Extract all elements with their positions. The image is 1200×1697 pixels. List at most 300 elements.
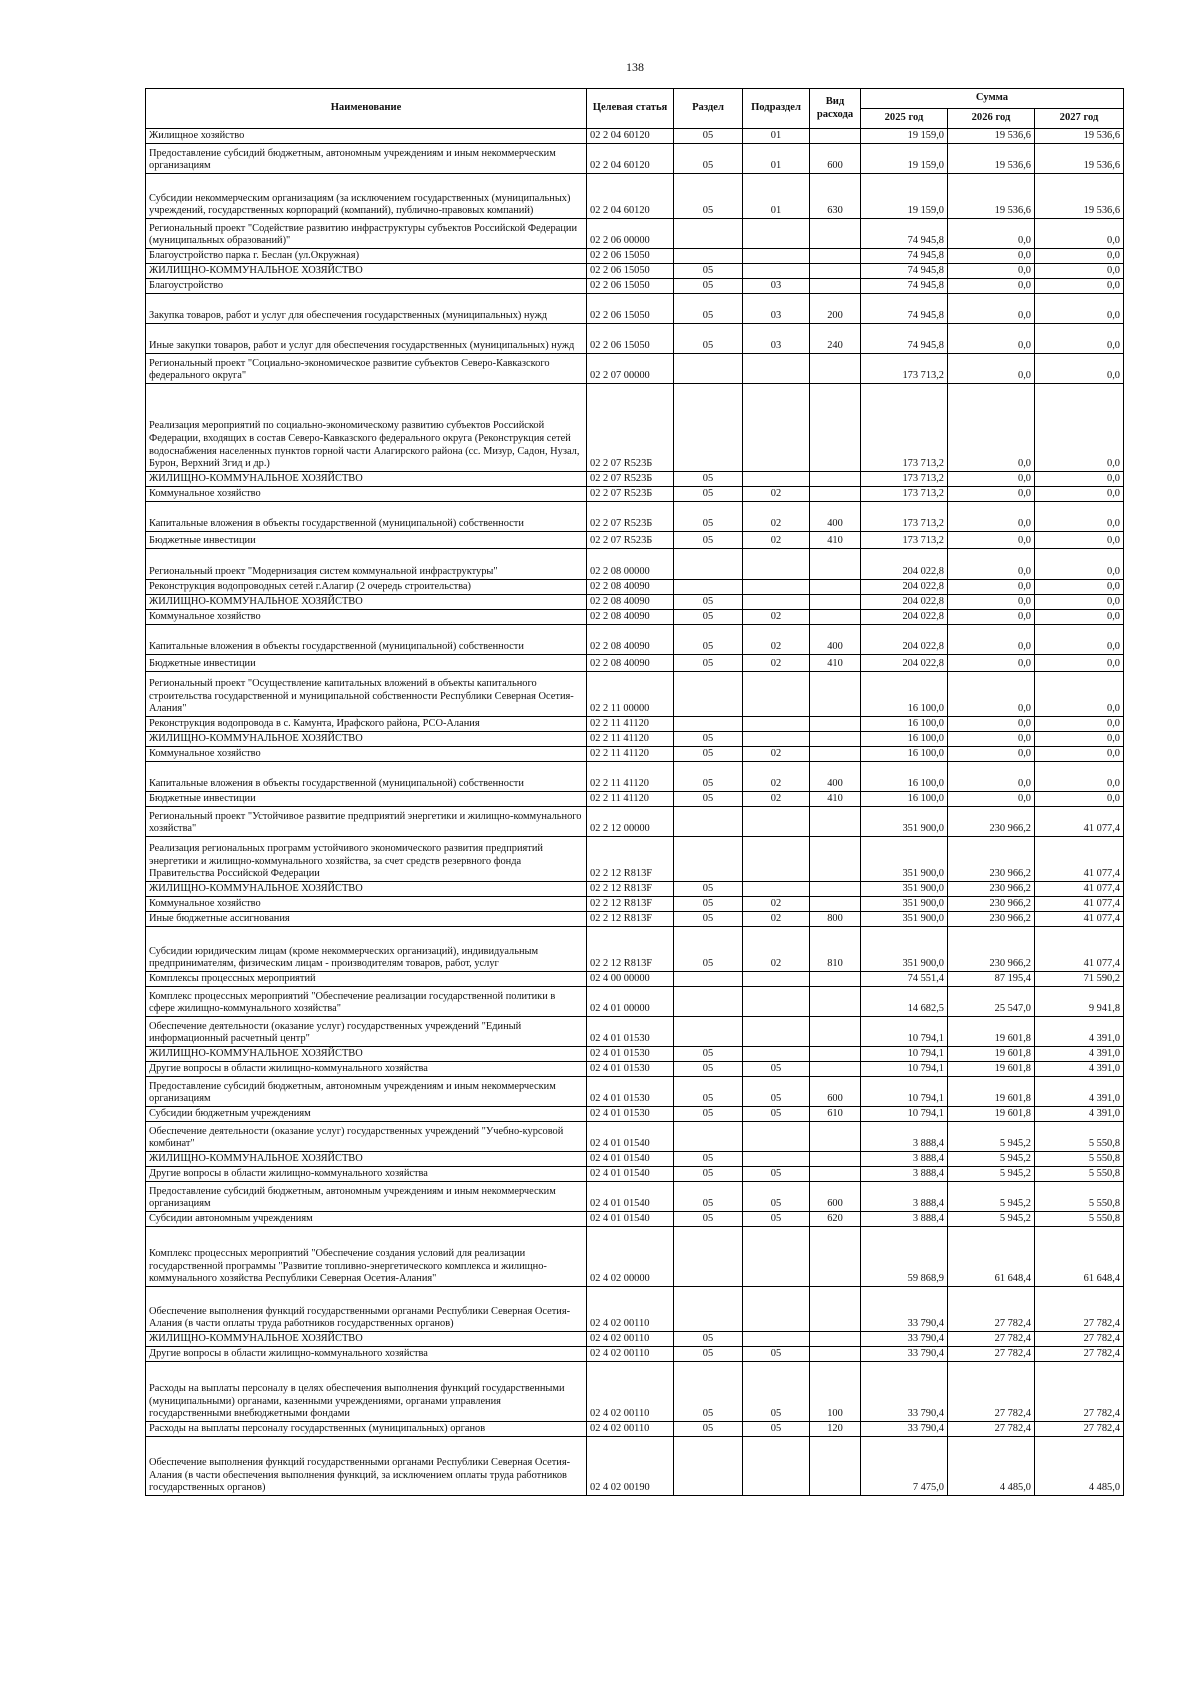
table-row	[146, 595, 1124, 610]
row-target-article: 02 2 07 R523Б	[587, 384, 674, 472]
row-sum-2026: 0,0	[948, 264, 1035, 279]
row-expense-type	[810, 595, 861, 610]
table-row	[146, 174, 1124, 219]
row-section: 05	[674, 625, 743, 655]
table-row	[146, 1287, 1124, 1332]
row-subsection: 05	[743, 1062, 810, 1077]
row-name: Другие вопросы в области жилищно-коммунального хозяйства	[146, 1347, 587, 1362]
row-name: Реализация мероприятий по социально-экономическому развитию субъектов Российской Федерации, входящих в состав Северо-Кавказского федерального округа (Реконструкция сетей водоснабжения населенных пунктов горной части Алагирского района (сс. Мизур, Садон, Нузал, Бурон, Верхний Згид и др.)	[146, 384, 587, 472]
row-subsection	[743, 1437, 810, 1496]
row-sum-2025: 351 900,0	[861, 882, 948, 897]
row-expense-type: 630	[810, 174, 861, 219]
row-expense-type: 100	[810, 1362, 861, 1422]
row-sum-2026: 0,0	[948, 792, 1035, 807]
row-target-article: 02 4 01 01530	[587, 1062, 674, 1077]
row-name: Предоставление субсидий бюджетным, автономным учреждениям и иным некоммерческим организациям	[146, 1077, 587, 1107]
row-section: 05	[674, 792, 743, 807]
row-expense-type	[810, 1227, 861, 1287]
row-sum-2025: 33 790,4	[861, 1362, 948, 1422]
row-sum-2026: 5 945,2	[948, 1122, 1035, 1152]
row-name: ЖИЛИЩНО-КОММУНАЛЬНОЕ ХОЗЯЙСТВО	[146, 732, 587, 747]
row-sum-2026: 0,0	[948, 279, 1035, 294]
row-expense-type: 600	[810, 144, 861, 174]
row-target-article: 02 4 02 00110	[587, 1422, 674, 1437]
row-name: Обеспечение деятельности (оказание услуг) государственных учреждений "Учебно-курсовой комбинат"	[146, 1122, 587, 1152]
row-subsection: 02	[743, 502, 810, 532]
row-sum-2026: 230 966,2	[948, 807, 1035, 837]
row-subsection: 05	[743, 1107, 810, 1122]
table-row	[146, 472, 1124, 487]
row-section	[674, 249, 743, 264]
row-section: 05	[674, 595, 743, 610]
table-row	[146, 1347, 1124, 1362]
row-name: Обеспечение выполнения функций государственными органами Республики Северная Осетия-Алания (в части оплаты труда работников государственных органов)	[146, 1287, 587, 1332]
row-sum-2026: 19 536,6	[948, 174, 1035, 219]
row-name: Коммунальное хозяйство	[146, 610, 587, 625]
row-subsection: 02	[743, 487, 810, 502]
row-expense-type	[810, 1332, 861, 1347]
row-name: ЖИЛИЩНО-КОММУНАЛЬНОЕ ХОЗЯЙСТВО	[146, 1152, 587, 1167]
row-sum-2027: 0,0	[1035, 472, 1124, 487]
row-expense-type: 610	[810, 1107, 861, 1122]
table-row	[146, 502, 1124, 532]
row-sum-2027: 0,0	[1035, 294, 1124, 324]
row-sum-2025: 173 713,2	[861, 502, 948, 532]
row-expense-type	[810, 987, 861, 1017]
row-subsection	[743, 249, 810, 264]
row-sum-2027: 0,0	[1035, 549, 1124, 580]
row-name: Другие вопросы в области жилищно-коммунального хозяйства	[146, 1167, 587, 1182]
row-name: Благоустройство парка г. Беслан (ул.Окружная)	[146, 249, 587, 264]
row-name: Региональный проект "Устойчивое развитие предприятий энергетики и жилищно-коммунального хозяйства"	[146, 807, 587, 837]
row-subsection: 03	[743, 279, 810, 294]
row-name: ЖИЛИЩНО-КОММУНАЛЬНОЕ ХОЗЯЙСТВО	[146, 1332, 587, 1347]
row-name: Жилищное хозяйство	[146, 129, 587, 144]
header-sum: Сумма	[861, 89, 1124, 109]
row-sum-2025: 3 888,4	[861, 1212, 948, 1227]
row-subsection	[743, 580, 810, 595]
row-sum-2026: 0,0	[948, 762, 1035, 792]
row-name: Расходы на выплаты персоналу государственных (муниципальных) органов	[146, 1422, 587, 1437]
row-subsection	[743, 472, 810, 487]
row-target-article: 02 4 02 00110	[587, 1347, 674, 1362]
row-expense-type: 400	[810, 762, 861, 792]
row-subsection: 03	[743, 294, 810, 324]
row-expense-type: 810	[810, 927, 861, 972]
row-section: 05	[674, 1107, 743, 1122]
row-sum-2026: 19 601,8	[948, 1107, 1035, 1122]
row-sum-2025: 16 100,0	[861, 762, 948, 792]
row-name: Благоустройство	[146, 279, 587, 294]
row-name: Субсидии юридическим лицам (кроме некоммерческих организаций), индивидуальным предпринимателям, физическим лицам - производителям товаров, работ, услуг	[146, 927, 587, 972]
row-sum-2027: 61 648,4	[1035, 1227, 1124, 1287]
row-expense-type	[810, 549, 861, 580]
row-target-article: 02 4 02 00110	[587, 1287, 674, 1332]
row-name: Иные закупки товаров, работ и услуг для обеспечения государственных (муниципальных) нужд	[146, 324, 587, 354]
row-sum-2027: 0,0	[1035, 595, 1124, 610]
row-expense-type	[810, 732, 861, 747]
row-sum-2027: 71 590,2	[1035, 972, 1124, 987]
row-section: 05	[674, 747, 743, 762]
table-row	[146, 882, 1124, 897]
row-section: 05	[674, 610, 743, 625]
row-expense-type	[810, 384, 861, 472]
row-section	[674, 1122, 743, 1152]
row-subsection: 01	[743, 174, 810, 219]
row-expense-type	[810, 882, 861, 897]
row-expense-type: 600	[810, 1182, 861, 1212]
row-sum-2025: 3 888,4	[861, 1182, 948, 1212]
row-sum-2027: 0,0	[1035, 354, 1124, 384]
row-sum-2026: 0,0	[948, 747, 1035, 762]
row-target-article: 02 2 12 R813F	[587, 882, 674, 897]
row-sum-2026: 0,0	[948, 655, 1035, 672]
row-sum-2027: 19 536,6	[1035, 174, 1124, 219]
table-row	[146, 1437, 1124, 1496]
row-sum-2027: 4 391,0	[1035, 1107, 1124, 1122]
table-row	[146, 1212, 1124, 1227]
row-target-article: 02 4 01 01530	[587, 1077, 674, 1107]
row-sum-2027: 0,0	[1035, 792, 1124, 807]
row-name: ЖИЛИЩНО-КОММУНАЛЬНОЕ ХОЗЯЙСТВО	[146, 1047, 587, 1062]
header-target-article: Целевая статья	[587, 89, 674, 129]
row-sum-2026: 27 782,4	[948, 1287, 1035, 1332]
row-section	[674, 580, 743, 595]
row-target-article: 02 2 08 40090	[587, 610, 674, 625]
row-target-article: 02 2 06 15050	[587, 324, 674, 354]
row-target-article: 02 4 02 00000	[587, 1227, 674, 1287]
row-subsection: 02	[743, 897, 810, 912]
row-sum-2027: 27 782,4	[1035, 1362, 1124, 1422]
row-sum-2027: 5 550,8	[1035, 1167, 1124, 1182]
row-section: 05	[674, 1062, 743, 1077]
row-section: 05	[674, 502, 743, 532]
row-section: 05	[674, 897, 743, 912]
table-row	[146, 129, 1124, 144]
row-expense-type	[810, 1347, 861, 1362]
row-sum-2027: 5 550,8	[1035, 1152, 1124, 1167]
row-subsection	[743, 672, 810, 717]
row-target-article: 02 4 01 01540	[587, 1167, 674, 1182]
row-sum-2025: 33 790,4	[861, 1332, 948, 1347]
row-sum-2025: 33 790,4	[861, 1347, 948, 1362]
row-sum-2027: 5 550,8	[1035, 1122, 1124, 1152]
row-sum-2026: 230 966,2	[948, 897, 1035, 912]
row-subsection	[743, 264, 810, 279]
row-sum-2027: 19 536,6	[1035, 129, 1124, 144]
row-target-article: 02 4 02 00110	[587, 1362, 674, 1422]
row-sum-2026: 27 782,4	[948, 1362, 1035, 1422]
row-sum-2025: 10 794,1	[861, 1047, 948, 1062]
table-row	[146, 972, 1124, 987]
header-subsection: Подраздел	[743, 89, 810, 129]
row-sum-2026: 230 966,2	[948, 837, 1035, 882]
row-expense-type	[810, 264, 861, 279]
row-expense-type: 400	[810, 625, 861, 655]
table-row	[146, 717, 1124, 732]
row-sum-2025: 19 159,0	[861, 129, 948, 144]
table-row	[146, 1077, 1124, 1107]
row-section	[674, 549, 743, 580]
row-sum-2025: 173 713,2	[861, 487, 948, 502]
table-row	[146, 1152, 1124, 1167]
row-sum-2025: 14 682,5	[861, 987, 948, 1017]
row-name: ЖИЛИЩНО-КОММУНАЛЬНОЕ ХОЗЯЙСТВО	[146, 595, 587, 610]
row-subsection: 02	[743, 762, 810, 792]
row-sum-2026: 0,0	[948, 672, 1035, 717]
row-target-article: 02 4 02 00110	[587, 1332, 674, 1347]
row-sum-2026: 0,0	[948, 249, 1035, 264]
row-subsection	[743, 807, 810, 837]
row-expense-type	[810, 580, 861, 595]
row-target-article: 02 2 11 41120	[587, 747, 674, 762]
row-sum-2026: 0,0	[948, 354, 1035, 384]
row-sum-2025: 74 945,8	[861, 294, 948, 324]
row-sum-2027: 41 077,4	[1035, 927, 1124, 972]
table-row	[146, 912, 1124, 927]
header-year-2025: 2025 год	[861, 109, 948, 129]
row-sum-2025: 16 100,0	[861, 732, 948, 747]
row-subsection: 05	[743, 1212, 810, 1227]
row-section: 05	[674, 912, 743, 927]
row-sum-2025: 204 022,8	[861, 610, 948, 625]
row-section: 05	[674, 532, 743, 549]
row-sum-2026: 0,0	[948, 384, 1035, 472]
row-expense-type	[810, 219, 861, 249]
row-target-article: 02 2 07 R523Б	[587, 502, 674, 532]
row-sum-2026: 0,0	[948, 219, 1035, 249]
row-sum-2026: 5 945,2	[948, 1212, 1035, 1227]
row-sum-2025: 173 713,2	[861, 384, 948, 472]
row-section: 05	[674, 1362, 743, 1422]
row-sum-2025: 204 022,8	[861, 595, 948, 610]
row-target-article: 02 2 12 R813F	[587, 927, 674, 972]
row-section	[674, 219, 743, 249]
table-row	[146, 837, 1124, 882]
row-expense-type: 620	[810, 1212, 861, 1227]
row-sum-2026: 61 648,4	[948, 1227, 1035, 1287]
table-row	[146, 279, 1124, 294]
row-target-article: 02 2 06 15050	[587, 249, 674, 264]
row-subsection	[743, 384, 810, 472]
row-sum-2026: 0,0	[948, 625, 1035, 655]
row-sum-2025: 3 888,4	[861, 1152, 948, 1167]
row-target-article: 02 2 08 40090	[587, 595, 674, 610]
row-target-article: 02 2 11 00000	[587, 672, 674, 717]
row-expense-type	[810, 972, 861, 987]
row-section	[674, 354, 743, 384]
row-subsection: 05	[743, 1167, 810, 1182]
row-name: Реализация региональных программ устойчивого экономического развития предприятий энергетики и жилищно-коммунального хозяйства, за счет средств резервного фонда Правительства Российской Федерации	[146, 837, 587, 882]
row-name: Иные бюджетные ассигнования	[146, 912, 587, 927]
table-row	[146, 1167, 1124, 1182]
row-target-article: 02 2 11 41120	[587, 762, 674, 792]
row-name: Бюджетные инвестиции	[146, 655, 587, 672]
row-sum-2027: 0,0	[1035, 625, 1124, 655]
row-subsection: 02	[743, 792, 810, 807]
row-subsection	[743, 1047, 810, 1062]
row-name: ЖИЛИЩНО-КОММУНАЛЬНОЕ ХОЗЯЙСТВО	[146, 882, 587, 897]
row-expense-type	[810, 1152, 861, 1167]
row-section: 05	[674, 472, 743, 487]
table-row	[146, 625, 1124, 655]
row-sum-2027: 0,0	[1035, 732, 1124, 747]
row-subsection	[743, 354, 810, 384]
row-sum-2025: 351 900,0	[861, 912, 948, 927]
row-subsection	[743, 987, 810, 1017]
row-sum-2025: 19 159,0	[861, 174, 948, 219]
row-subsection	[743, 1227, 810, 1287]
row-section: 05	[674, 1332, 743, 1347]
row-name: Субсидии некоммерческим организациям (за исключением государственных (муниципальных) учреждений, государственных корпораций (компаний), публично-правовых компаний)	[146, 174, 587, 219]
table-row	[146, 792, 1124, 807]
row-name: Субсидии бюджетным учреждениям	[146, 1107, 587, 1122]
row-subsection	[743, 732, 810, 747]
row-target-article: 02 4 01 01530	[587, 1017, 674, 1047]
row-sum-2027: 0,0	[1035, 487, 1124, 502]
table-row	[146, 264, 1124, 279]
row-expense-type	[810, 1047, 861, 1062]
row-expense-type	[810, 1287, 861, 1332]
row-expense-type	[810, 672, 861, 717]
row-sum-2026: 230 966,2	[948, 882, 1035, 897]
row-sum-2025: 173 713,2	[861, 472, 948, 487]
row-target-article: 02 2 06 00000	[587, 219, 674, 249]
row-sum-2027: 0,0	[1035, 717, 1124, 732]
row-target-article: 02 2 12 R813F	[587, 912, 674, 927]
row-sum-2025: 204 022,8	[861, 580, 948, 595]
row-subsection: 02	[743, 747, 810, 762]
row-name: Региональный проект "Содействие развитию инфраструктуры субъектов Российской Федерации (муниципальных образований)"	[146, 219, 587, 249]
row-target-article: 02 2 07 R523Б	[587, 487, 674, 502]
row-expense-type	[810, 487, 861, 502]
row-subsection: 02	[743, 610, 810, 625]
row-sum-2027: 0,0	[1035, 502, 1124, 532]
row-sum-2026: 27 782,4	[948, 1332, 1035, 1347]
row-sum-2027: 41 077,4	[1035, 882, 1124, 897]
row-name: Капитальные вложения в объекты государственной (муниципальной) собственности	[146, 502, 587, 532]
table-row	[146, 249, 1124, 264]
row-section	[674, 972, 743, 987]
row-section: 05	[674, 144, 743, 174]
row-expense-type	[810, 1062, 861, 1077]
row-expense-type: 410	[810, 532, 861, 549]
row-sum-2027: 4 391,0	[1035, 1062, 1124, 1077]
row-name: Коммунальное хозяйство	[146, 487, 587, 502]
row-sum-2025: 74 945,8	[861, 324, 948, 354]
row-sum-2027: 5 550,8	[1035, 1212, 1124, 1227]
table-row	[146, 294, 1124, 324]
row-subsection: 01	[743, 144, 810, 174]
row-sum-2027: 27 782,4	[1035, 1287, 1124, 1332]
row-sum-2025: 3 888,4	[861, 1122, 948, 1152]
row-sum-2026: 0,0	[948, 549, 1035, 580]
row-section: 05	[674, 129, 743, 144]
row-subsection	[743, 1287, 810, 1332]
row-subsection: 03	[743, 324, 810, 354]
row-sum-2025: 204 022,8	[861, 625, 948, 655]
table-row	[146, 655, 1124, 672]
row-name: Капитальные вложения в объекты государственной (муниципальной) собственности	[146, 762, 587, 792]
row-name: Субсидии автономным учреждениям	[146, 1212, 587, 1227]
row-target-article: 02 4 01 01540	[587, 1212, 674, 1227]
row-target-article: 02 2 07 R523Б	[587, 472, 674, 487]
table-body	[146, 129, 1124, 1496]
row-expense-type	[810, 747, 861, 762]
row-sum-2026: 0,0	[948, 732, 1035, 747]
row-sum-2027: 0,0	[1035, 279, 1124, 294]
row-sum-2025: 10 794,1	[861, 1107, 948, 1122]
row-sum-2026: 0,0	[948, 487, 1035, 502]
row-section	[674, 1017, 743, 1047]
row-target-article: 02 2 11 41120	[587, 732, 674, 747]
table-row	[146, 1122, 1124, 1152]
header-section: Раздел	[674, 89, 743, 129]
row-section: 05	[674, 1152, 743, 1167]
row-name: Коммунальное хозяйство	[146, 897, 587, 912]
row-subsection: 05	[743, 1347, 810, 1362]
row-subsection: 02	[743, 912, 810, 927]
table-row	[146, 610, 1124, 625]
row-sum-2026: 230 966,2	[948, 927, 1035, 972]
row-name: Реконструкция водопровода в с. Камунта, Ирафского района, РСО-Алания	[146, 717, 587, 732]
row-section: 05	[674, 264, 743, 279]
row-sum-2025: 74 945,8	[861, 264, 948, 279]
row-sum-2027: 0,0	[1035, 384, 1124, 472]
row-sum-2026: 0,0	[948, 294, 1035, 324]
row-target-article: 02 2 06 15050	[587, 279, 674, 294]
table-row	[146, 144, 1124, 174]
row-expense-type	[810, 837, 861, 882]
table-row	[146, 1062, 1124, 1077]
row-expense-type: 200	[810, 294, 861, 324]
row-target-article: 02 2 11 41120	[587, 792, 674, 807]
row-section: 05	[674, 1167, 743, 1182]
row-sum-2027: 5 550,8	[1035, 1182, 1124, 1212]
row-subsection	[743, 1122, 810, 1152]
row-sum-2026: 4 485,0	[948, 1437, 1035, 1496]
budget-table	[145, 88, 1124, 1496]
table-row	[146, 324, 1124, 354]
row-sum-2027: 41 077,4	[1035, 807, 1124, 837]
row-sum-2027: 4 391,0	[1035, 1077, 1124, 1107]
row-section: 05	[674, 1212, 743, 1227]
row-section: 05	[674, 1182, 743, 1212]
row-sum-2025: 16 100,0	[861, 792, 948, 807]
row-sum-2025: 351 900,0	[861, 837, 948, 882]
row-sum-2027: 0,0	[1035, 219, 1124, 249]
row-sum-2027: 27 782,4	[1035, 1422, 1124, 1437]
row-sum-2026: 27 782,4	[948, 1347, 1035, 1362]
row-subsection	[743, 549, 810, 580]
row-sum-2026: 0,0	[948, 610, 1035, 625]
row-sum-2026: 0,0	[948, 532, 1035, 549]
row-target-article: 02 2 04 60120	[587, 129, 674, 144]
row-sum-2026: 0,0	[948, 472, 1035, 487]
header-expense-type: Вид расхода	[810, 89, 861, 129]
row-sum-2027: 41 077,4	[1035, 912, 1124, 927]
row-sum-2027: 27 782,4	[1035, 1347, 1124, 1362]
row-name: ЖИЛИЩНО-КОММУНАЛЬНОЕ ХОЗЯЙСТВО	[146, 472, 587, 487]
row-sum-2027: 4 391,0	[1035, 1017, 1124, 1047]
table-row	[146, 987, 1124, 1017]
row-sum-2025: 19 159,0	[861, 144, 948, 174]
row-target-article: 02 2 07 00000	[587, 354, 674, 384]
row-sum-2027: 4 485,0	[1035, 1437, 1124, 1496]
row-sum-2027: 0,0	[1035, 762, 1124, 792]
row-subsection: 05	[743, 1077, 810, 1107]
row-expense-type	[810, 610, 861, 625]
